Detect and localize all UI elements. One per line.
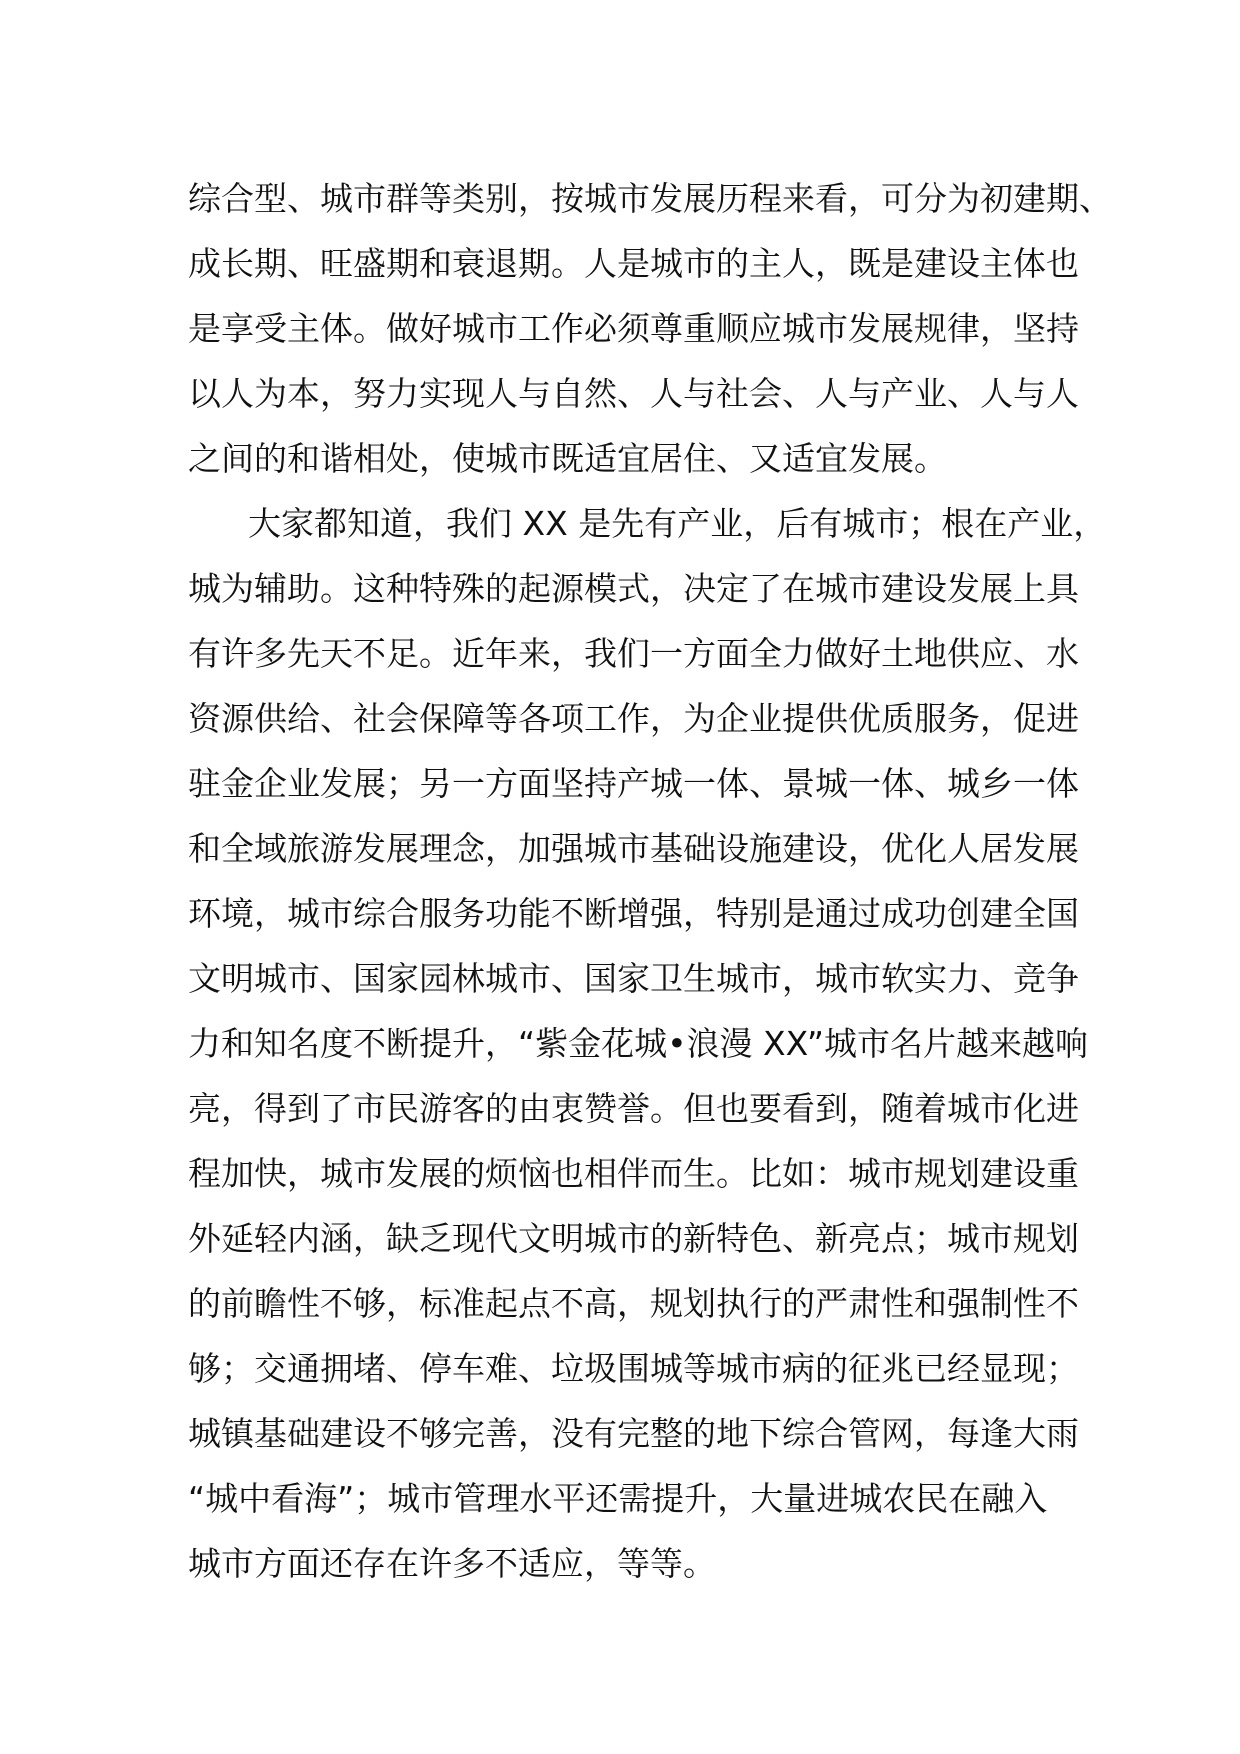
paragraph-start-line: 大家都知道，我们 XX 是先有产业，后有城市；根在产业， [248,504,1107,543]
text-line: 以人为本，努力实现人与自然、人与社会、人与产业、人与人 [188,374,1079,413]
text-line: 资源供给、社会保障等各项工作，为企业提供优质服务，促进 [188,699,1079,738]
text-line: 城市方面还存在许多不适应，等等。 [188,1544,716,1583]
text-line: 程加快，城市发展的烦恼也相伴而生。比如：城市规划建设重 [188,1154,1079,1193]
text-line: 和全域旅游发展理念，加强城市基础设施建设，优化人居发展 [188,829,1079,868]
text-line: 外延轻内涵，缺乏现代文明城市的新特色、新亮点；城市规划 [188,1219,1079,1258]
text-line: 综合型、城市群等类别，按城市发展历程来看，可分为初建期、 [188,179,1112,218]
text-line: 城镇基础建设不够完善，没有完整的地下综合管网，每逢大雨 [188,1414,1079,1453]
text-line: 的前瞻性不够，标准起点不高，规划执行的严肃性和强制性不 [188,1284,1079,1323]
text-line: 亮，得到了市民游客的由衷赞誉。但也要看到，随着城市化进 [188,1089,1079,1128]
text-line: 成长期、旺盛期和衰退期。人是城市的主人，既是建设主体也 [188,244,1079,283]
text-line: “城中看海”；城市管理水平还需提升，大量进城农民在融入 [188,1479,1048,1518]
body-text [188,166,1112,1596]
text-line: 驻金企业发展；另一方面坚持产城一体、景城一体、城乡一体 [188,764,1079,803]
text-line: 文明城市、国家园林城市、国家卫生城市，城市软实力、竞争 [188,959,1079,998]
text-line: 有许多先天不足。近年来，我们一方面全力做好土地供应、水 [188,634,1079,673]
text-line: 之间的和谐相处，使城市既适宜居住、又适宜发展。 [188,439,947,478]
text-line: 是享受主体。做好城市工作必须尊重顺应城市发展规律，坚持 [188,309,1079,348]
text-line: 够；交通拥堵、停车难、垃圾围城等城市病的征兆已经显现； [188,1349,1079,1388]
text-line: 力和知名度不断提升，“紫金花城•浪漫 XX”城市名片越来越响 [188,1024,1089,1063]
text-line: 环境，城市综合服务功能不断增强，特别是通过成功创建全国 [188,894,1079,933]
text-line: 城为辅助。这种特殊的起源模式，决定了在城市建设发展上具 [188,569,1079,608]
